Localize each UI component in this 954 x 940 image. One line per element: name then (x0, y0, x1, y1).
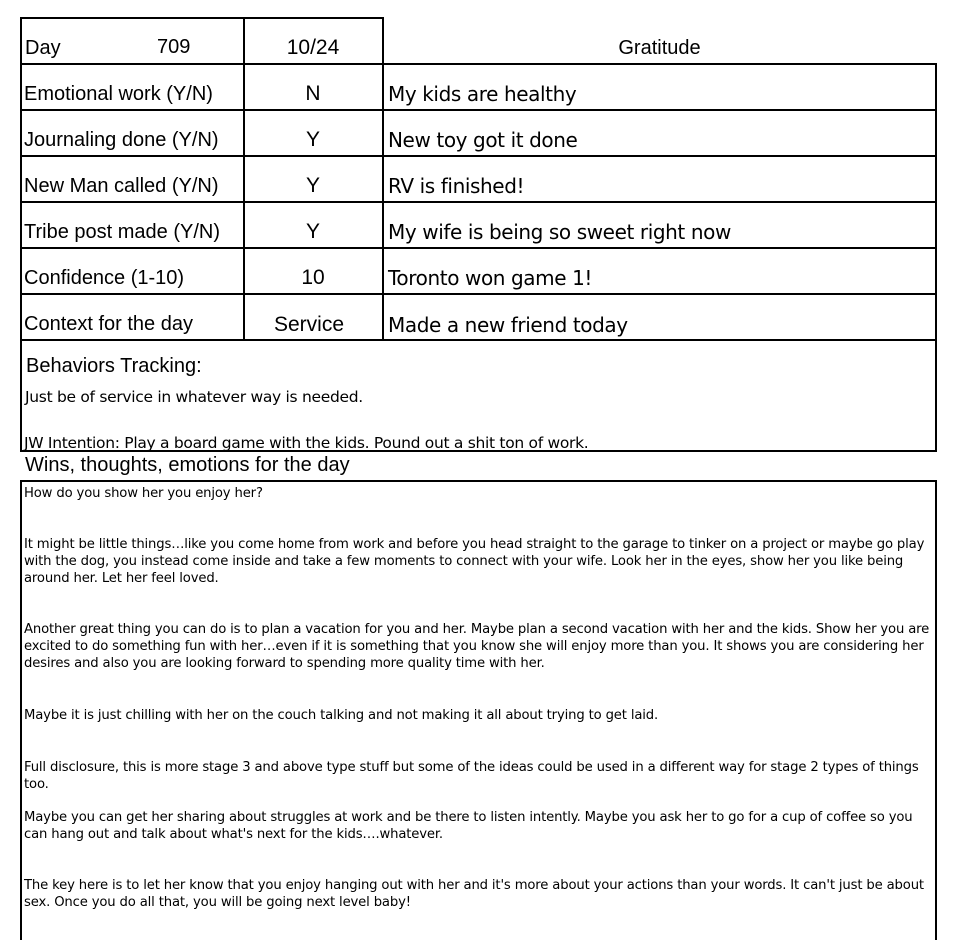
wins-paragraph-2: It might be little things…like you come home from work and before you head straight to the garage to tinker on a project or maybe go play with the dog, you instead come inside and take a few moments to connect with your wife. Look her in the eyes, show her you like being around her. Let her feel loved. (24, 537, 925, 586)
gratitude-heading: Gratitude (618, 37, 701, 59)
table-right-border (935, 63, 937, 452)
row-label-journaling: Journaling done (Y/N) (24, 129, 219, 151)
row-label-emotional-work: Emotional work (Y/N) (24, 83, 213, 105)
gratitude-item-4: My wife is being so sweet right now (388, 220, 731, 244)
row-label-confidence: Confidence (1-10) (24, 267, 185, 289)
gratitude-item-2: New toy got it done (388, 128, 578, 152)
row-label-tribe-post: Tribe post made (Y/N) (24, 221, 220, 243)
wins-paragraph-5: Full disclosure, this is more stage 3 and above type stuff but some of the ideas could be used in a different way for stage 2 types of things too. (24, 760, 919, 792)
behaviors-line-1: Just be of service in whatever way is needed. (25, 388, 363, 406)
behaviors-title: Behaviors Tracking: (26, 355, 202, 377)
behaviors-line-2-clip (20, 430, 935, 450)
wins-title: Wins, thoughts, emotions for the day (25, 454, 350, 476)
row-divider-6 (20, 293, 937, 295)
wins-paragraph-4: Maybe it is just chilling with her on the couch talking and not making it all about trying to get laid. (24, 708, 659, 723)
table-left-border (20, 17, 22, 452)
wins-box-right-border (935, 480, 937, 940)
row-divider-4 (20, 201, 937, 203)
date-value: 10/24 (286, 36, 340, 59)
wins-paragraph-1: How do you show her you enjoy her? (24, 486, 263, 501)
row-value-tribe-post: Y (305, 220, 320, 243)
gratitude-item-6: Made a new friend today (388, 313, 628, 337)
behaviors-line-2: JW Intention: Play a board game with the kids. Pound out a shit ton of work. (24, 434, 589, 450)
row-value-new-man-called: Y (305, 174, 320, 197)
wins-paragraph-3: Another great thing you can do is to plan a vacation for you and her. Maybe plan a second vacation with her and the kids. Show her you are excited to do something fun with her…even if it is something that you know she will enjoy more than you. It shows you are considering her desires and also you are looking forward to spending more quality time with her. (24, 622, 930, 671)
behaviors-bottom-border (20, 450, 937, 452)
wins-box-left-border (20, 480, 22, 940)
row-value-journaling: Y (305, 128, 320, 151)
column-divider-2 (382, 17, 384, 341)
wins-paragraph-7: The key here is to let her know that you enjoy hanging out with her and it's more about your actions than your words. It can't just be about sex. Once you do all that, you will be going next level baby! (24, 878, 924, 910)
row-divider-3 (20, 155, 937, 157)
gratitude-item-5: Toronto won game 1! (388, 266, 593, 290)
row-value-context: Service (273, 313, 345, 336)
row-label-new-man-called: New Man called (Y/N) (24, 175, 219, 197)
row-value-emotional-work: N (305, 82, 321, 105)
row-divider-5 (20, 247, 937, 249)
table-top-border (20, 17, 384, 19)
day-label: Day (25, 37, 61, 59)
wins-paragraph-6: Maybe you can get her sharing about struggles at work and be there to listen intently. Maybe you ask her to go for a cup of coffee so you can hang out and talk about what's next for the kids….whatever. (24, 810, 913, 842)
row-label-context: Context for the day (24, 313, 193, 335)
row-divider-7 (20, 339, 937, 341)
row-value-confidence: 10 (301, 266, 325, 289)
row-divider-2 (20, 109, 937, 111)
gratitude-item-1: My kids are healthy (388, 82, 577, 106)
day-number: 709 (157, 36, 191, 58)
wins-box-top-border (20, 480, 937, 482)
gratitude-item-3: RV is finished! (388, 174, 525, 198)
row-divider-1 (20, 63, 937, 65)
